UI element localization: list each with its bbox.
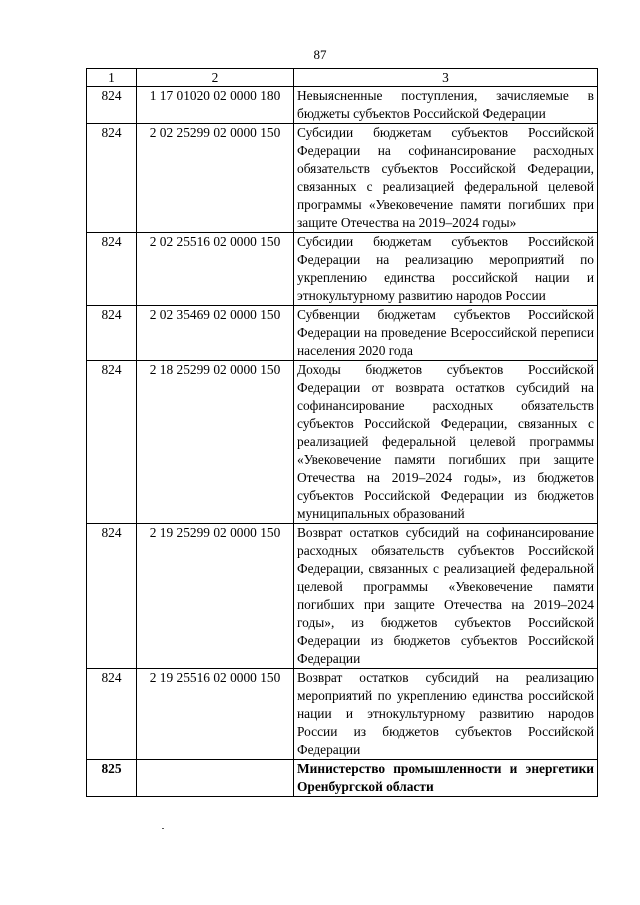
table-row (87, 124, 598, 233)
budget-revenue-table (86, 68, 598, 797)
table-row (87, 233, 598, 306)
admin-code-cell: 824 (87, 669, 137, 760)
admin-code-cell: 825 (87, 760, 137, 797)
revenue-name-cell: Доходы бюджетов субъектов Российской Федерации от возврата остатков субсидий на софинансирование расходных обязательств субъектов Российской Федерации, связанных с реализацией федеральной целевой программы «Увековечение памяти погибших при защите Отечества на 2019–2024 годы», из бюджетов субъектов Российской Федерации из бюджетов муниципальных образований (294, 361, 598, 524)
revenue-name-cell: Невыясненные поступления, зачисляемые в бюджеты субъектов Российской Федерации (294, 87, 598, 124)
page-number: 87 (313, 47, 327, 62)
revenue-name-cell: Возврат остатков субсидий на реализацию мероприятий по укреплению единства российской нации и этнокультурному развитию народов России из бюджетов субъектов Российской Федерации (294, 669, 598, 760)
table-row (87, 306, 598, 361)
revenue-code-cell: 2 02 35469 02 0000 150 (137, 306, 294, 361)
admin-code-cell: 824 (87, 233, 137, 306)
table-row (87, 524, 598, 669)
revenue-name-cell: Возврат остатков субсидий на софинансирование расходных обязательств субъектов Российской Федерации, связанных с реализацией федеральной целевой программы «Увековечение памяти погибших при защите Отечества на 2019–2024 годы», из бюджетов субъектов Российской Федерации из бюджетов субъектов Российской Федерации (294, 524, 598, 669)
revenue-code-cell: 2 02 25516 02 0000 150 (137, 233, 294, 306)
revenue-code-cell: 2 19 25516 02 0000 150 (137, 669, 294, 760)
table-row-section-heading (87, 760, 598, 797)
admin-code-cell: 824 (87, 306, 137, 361)
revenue-code-cell: 1 17 01020 02 0000 180 (137, 87, 294, 124)
table-row (87, 87, 598, 124)
revenue-name-cell: Субсидии бюджетам субъектов Российской Федерации на софинансирование расходных обязательств субъектов Российской Федерации, связанных с реализацией федеральной целевой программы «Увековечение памяти погибших при защите Отечества на 2019–2024 годы» (294, 124, 598, 233)
column-header-1: 1 (87, 69, 137, 87)
revenue-name-cell: Субвенции бюджетам субъектов Российской Федерации на проведение Всероссийской переписи населения 2020 года (294, 306, 598, 361)
admin-code-cell: 824 (87, 524, 137, 669)
administrator-name-cell: Министерство промышленности и энергетики Оренбургской области (294, 760, 598, 797)
table-body (87, 87, 598, 797)
revenue-code-cell (137, 760, 294, 797)
revenue-name-cell: Субсидии бюджетам субъектов Российской Федерации на реализацию мероприятий по укреплению единства российской нации и этнокультурному развитию народов России (294, 233, 598, 306)
revenue-code-cell: 2 02 25299 02 0000 150 (137, 124, 294, 233)
admin-code-cell: 824 (87, 87, 137, 124)
scan-speck (162, 828, 164, 829)
table-header-row (87, 69, 598, 87)
admin-code-cell: 824 (87, 124, 137, 233)
table-row (87, 361, 598, 524)
column-header-3: 3 (294, 69, 598, 87)
table-row (87, 669, 598, 760)
revenue-code-cell: 2 19 25299 02 0000 150 (137, 524, 294, 669)
admin-code-cell: 824 (87, 361, 137, 524)
column-header-2: 2 (137, 69, 294, 87)
revenue-code-cell: 2 18 25299 02 0000 150 (137, 361, 294, 524)
